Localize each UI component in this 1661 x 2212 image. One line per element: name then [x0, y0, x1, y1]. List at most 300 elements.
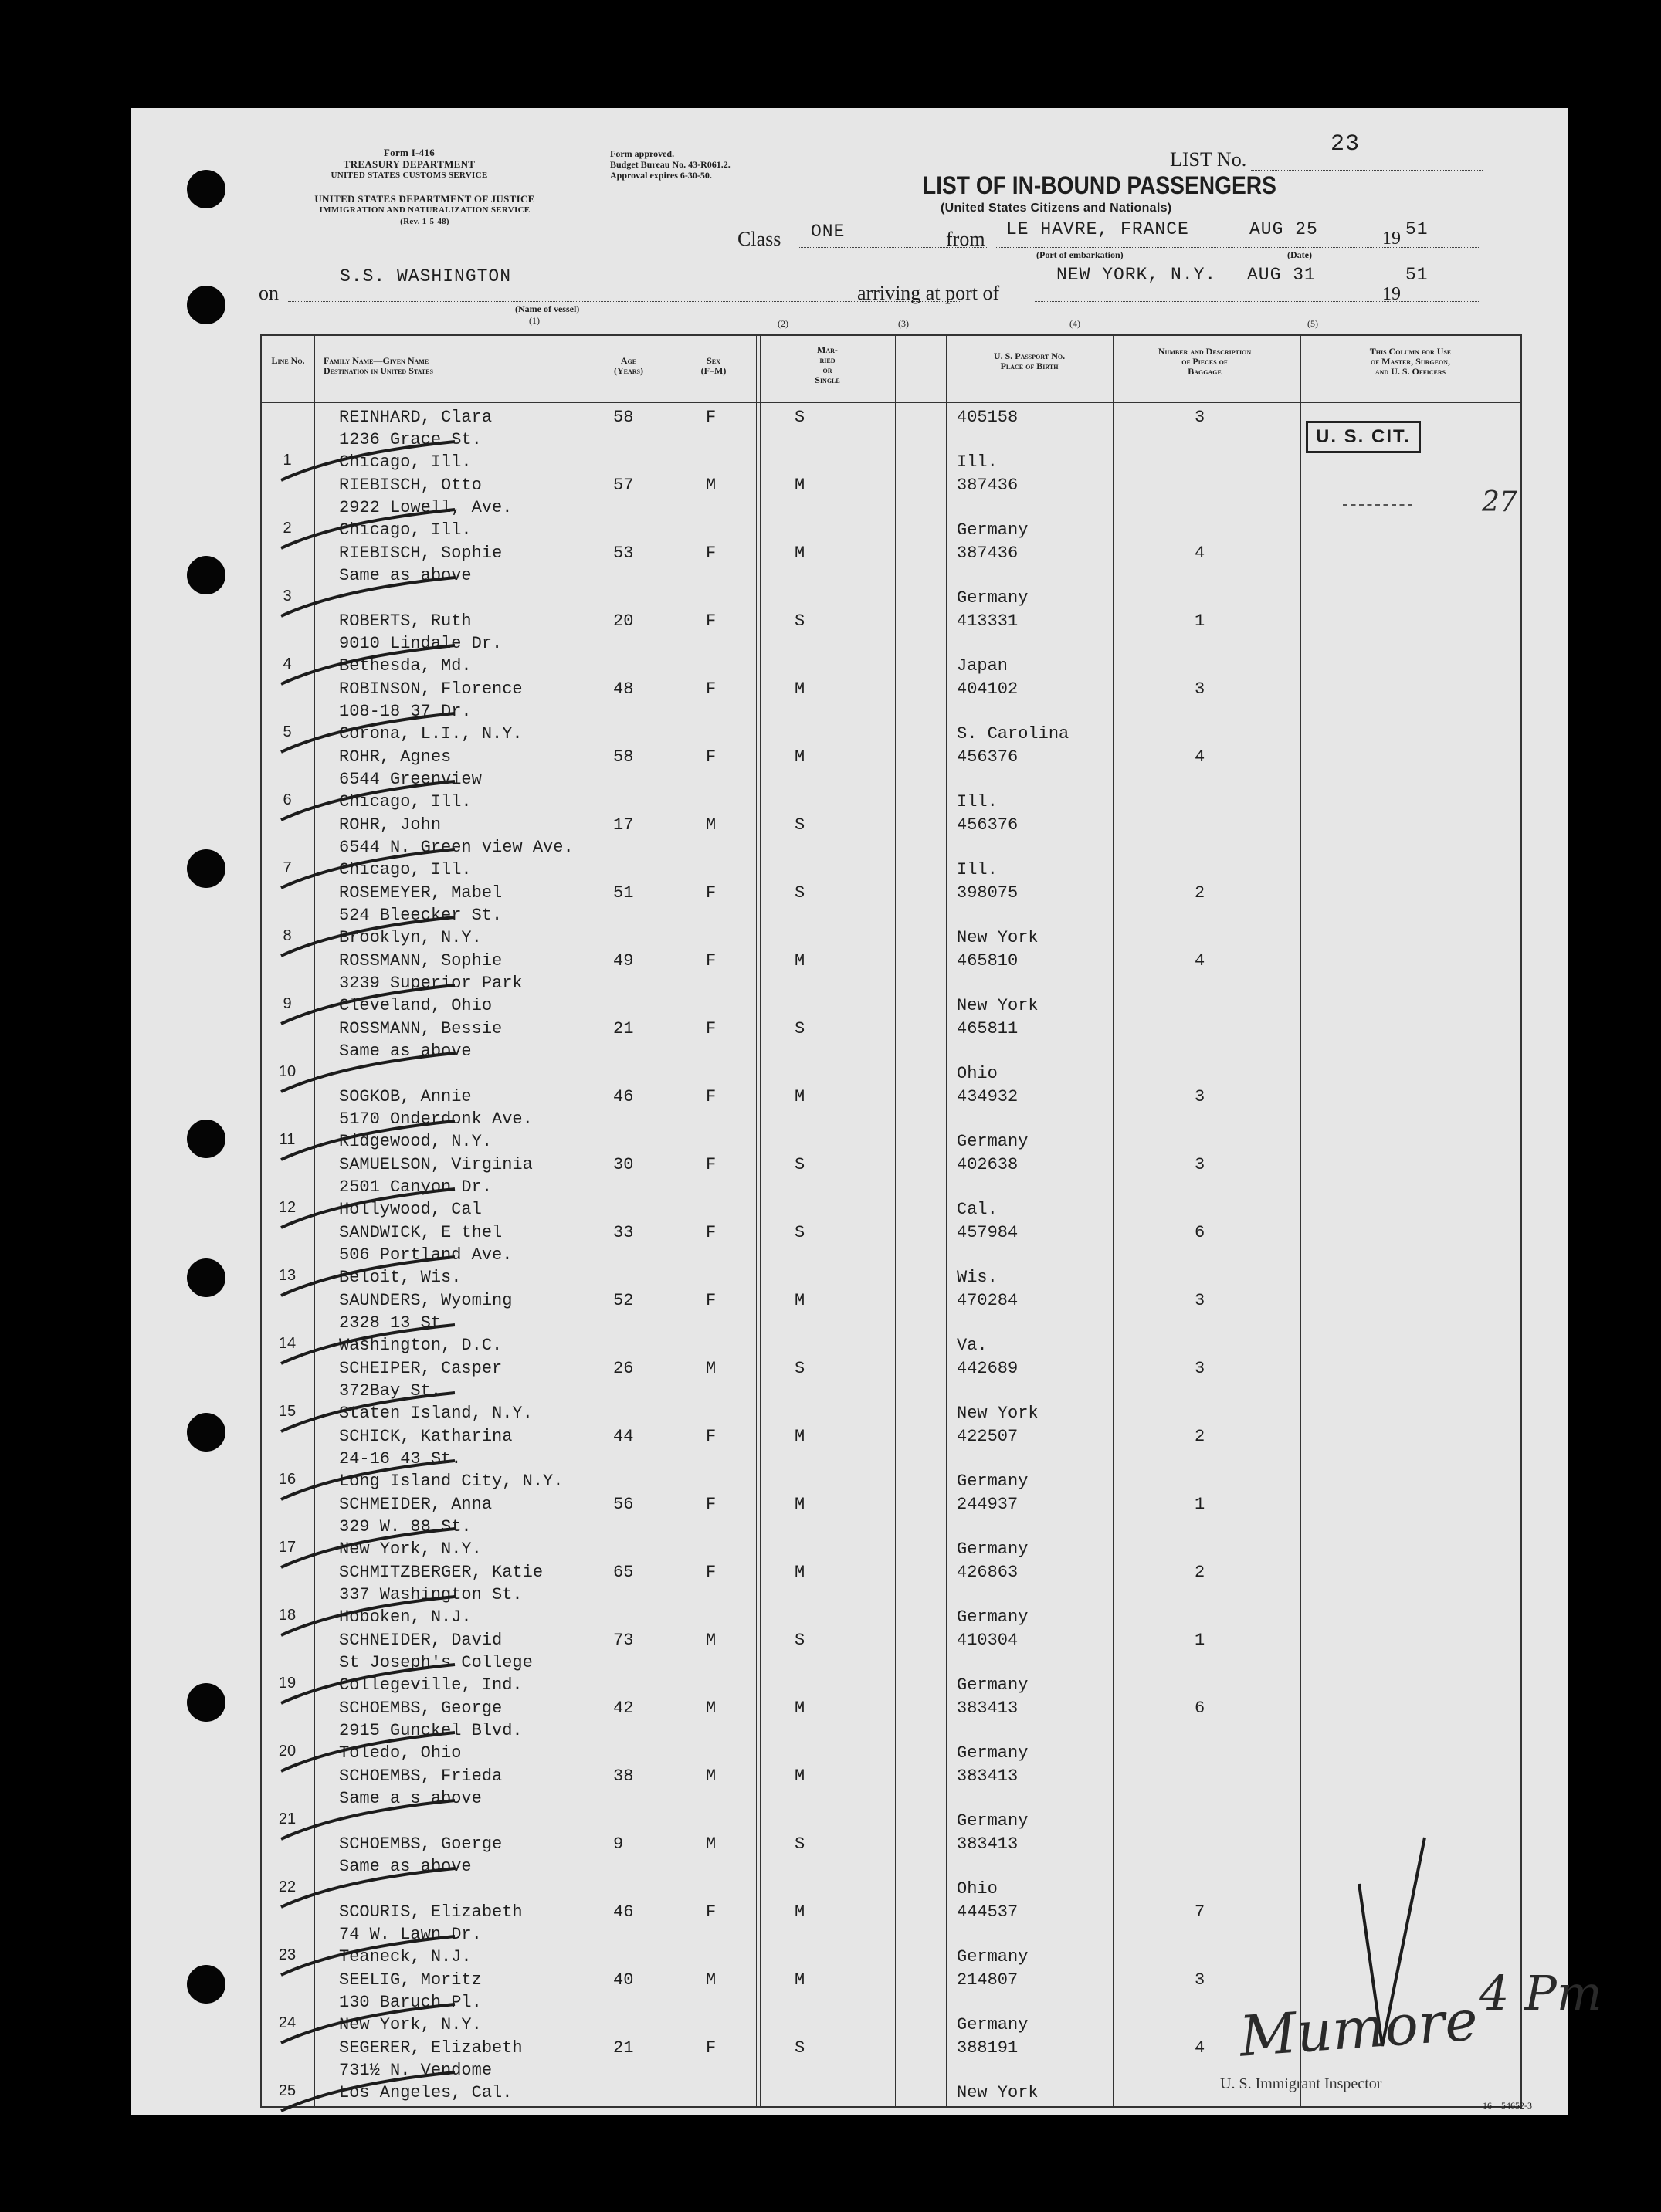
passenger-address-2: Long Island City, N.Y.	[339, 1472, 564, 1491]
passenger-birthplace: Germany	[957, 520, 1029, 540]
passenger-baggage: 2	[1195, 883, 1205, 903]
passenger-marital-status: M	[795, 1699, 805, 1718]
passenger-address-2: Bethesda, Md.	[339, 656, 472, 676]
passenger-baggage: 3	[1195, 1291, 1205, 1310]
passenger-birthplace: New York	[957, 2083, 1039, 2102]
table-row	[262, 611, 1520, 679]
passenger-address-1: Same a s above	[339, 1789, 482, 1808]
passenger-address-2: New York, N.Y.	[339, 1540, 482, 1559]
passenger-name: SCOURIS, Elizabeth	[339, 1902, 523, 1922]
justice-block	[255, 193, 595, 228]
passenger-address-1: 337 Washington St.	[339, 1585, 523, 1604]
passenger-address-2: Cleveland, Ohio	[339, 996, 493, 1015]
passenger-birthplace: Wis.	[957, 1268, 998, 1287]
passenger-name: RIEBISCH, Otto	[339, 476, 482, 495]
passenger-passport: 398075	[957, 883, 1019, 903]
arriving-label: arriving at port of	[857, 282, 1000, 304]
passenger-age: 21	[613, 1019, 634, 1038]
passenger-passport: 465810	[957, 951, 1019, 971]
passenger-age: 52	[613, 1291, 634, 1310]
immigration-service: IMMIGRATION AND NATURALIZATION SERVICE	[319, 205, 531, 215]
passenger-age: 53	[613, 544, 634, 563]
passenger-baggage: 7	[1195, 1902, 1205, 1922]
manifest-page	[131, 108, 1602, 2115]
list-no-line	[1251, 158, 1483, 171]
line-number: 24	[278, 2014, 297, 2031]
passenger-age: 44	[613, 1427, 634, 1446]
passenger-marital-status: S	[795, 1631, 805, 1650]
signature-time: 4 Pm	[1479, 1965, 1602, 2021]
passenger-marital-status: M	[795, 1291, 805, 1310]
passenger-address-1: 2915 Gunckel Blvd.	[339, 1721, 523, 1740]
justice-dept: UNITED STATES DEPARTMENT OF JUSTICE	[314, 193, 535, 205]
passenger-passport: 457984	[957, 1223, 1019, 1242]
passenger-age: 38	[613, 1767, 634, 1786]
passenger-marital-status: M	[795, 1495, 805, 1514]
passenger-baggage: 2	[1195, 1563, 1205, 1582]
passenger-address-1: 372Bay St.	[339, 1381, 442, 1401]
passenger-address-1: Same as above	[339, 1857, 472, 1876]
passenger-baggage: 3	[1195, 679, 1205, 699]
list-no-label: LIST No.	[1170, 148, 1247, 171]
passenger-age: 56	[613, 1495, 634, 1514]
page-subtitle: (United States Citizens and Nationals)	[941, 202, 1172, 215]
passenger-birthplace: Germany	[957, 2015, 1029, 2034]
table-row	[262, 747, 1520, 815]
passenger-address-2: Washington, D.C.	[339, 1336, 503, 1355]
passenger-address-1: 2501 Canyon Dr.	[339, 1177, 493, 1197]
passenger-address-2: Hoboken, N.J.	[339, 1607, 472, 1627]
line-number: 18	[278, 1607, 297, 1624]
line-number: 3	[283, 588, 292, 605]
agency-block	[286, 147, 533, 181]
class-value: ONE	[811, 222, 846, 242]
year-1: 51	[1405, 219, 1429, 239]
passenger-age: 51	[613, 883, 634, 903]
passenger-passport: 387436	[957, 544, 1019, 563]
table-row	[262, 1358, 1520, 1426]
passenger-passport: 244937	[957, 1495, 1019, 1514]
punch-hole	[187, 1683, 225, 1722]
date-caption: (Date)	[1287, 249, 1312, 260]
passenger-address-2: Chicago, Ill.	[339, 520, 472, 540]
passenger-address-2: Beloit, Wis.	[339, 1268, 462, 1287]
form-number: Form I-416	[383, 147, 436, 158]
line-number: 14	[278, 1335, 297, 1352]
passenger-age: 40	[613, 1970, 634, 1990]
passenger-sex: F	[706, 1087, 717, 1106]
passenger-name: SCHNEIDER, David	[339, 1631, 503, 1650]
line-number: 6	[283, 791, 292, 808]
header-rule	[262, 402, 1520, 403]
passenger-marital-status: M	[795, 1970, 805, 1990]
passenger-birthplace: Germany	[957, 1947, 1029, 1966]
customs-service: UNITED STATES CUSTOMS SERVICE	[331, 171, 488, 180]
punch-hole	[187, 556, 225, 594]
passenger-passport: 405158	[957, 408, 1019, 427]
passenger-age: 20	[613, 611, 634, 631]
punch-hole	[187, 1965, 225, 2004]
footer-code: 16—54652-3	[1483, 2100, 1532, 2111]
passenger-passport: 426863	[957, 1563, 1019, 1582]
punch-hole	[187, 849, 225, 888]
vessel-caption: (Name of vessel)	[515, 303, 580, 314]
passenger-address-1: 524 Bleecker St.	[339, 906, 503, 925]
passenger-marital-status: S	[795, 1019, 805, 1038]
line-number: 21	[278, 1811, 297, 1828]
line-number: 15	[278, 1403, 297, 1420]
passenger-marital-status: M	[795, 1902, 805, 1922]
col2-caption: (2)	[778, 318, 788, 329]
passenger-address-2: Teaneck, N.J.	[339, 1947, 472, 1966]
passenger-name: SCHMEIDER, Anna	[339, 1495, 493, 1514]
passenger-address-2: Toledo, Ohio	[339, 1743, 462, 1763]
passenger-birthplace: Germany	[957, 1472, 1029, 1491]
passenger-marital-status: M	[795, 1087, 805, 1106]
passenger-address-2: Hollywood, Cal	[339, 1200, 482, 1219]
passenger-passport: 470284	[957, 1291, 1019, 1310]
header-name: Family Name—Given Name Destination in United States	[324, 355, 433, 376]
passenger-marital-status: M	[795, 679, 805, 699]
passenger-passport: 444537	[957, 1902, 1019, 1922]
passenger-marital-status: S	[795, 408, 805, 427]
passenger-passport: 387436	[957, 476, 1019, 495]
passenger-age: 48	[613, 679, 634, 699]
table-row	[262, 1494, 1520, 1562]
passenger-address-1: 9010 Lindale Dr.	[339, 634, 503, 653]
passenger-name: SCHOEMBS, George	[339, 1699, 503, 1718]
passenger-address-2: Collegeville, Ind.	[339, 1675, 523, 1695]
passenger-marital-status: S	[795, 1359, 805, 1378]
passenger-baggage: 3	[1195, 1155, 1205, 1174]
table-row	[262, 1222, 1520, 1290]
margin-note: 27	[1482, 486, 1517, 518]
table-row	[262, 1426, 1520, 1494]
passenger-address-1: 2328 13 St.	[339, 1313, 452, 1333]
table-row	[262, 1154, 1520, 1222]
year-prefix-2: 19	[1382, 284, 1401, 304]
passenger-name: SAMUELSON, Virginia	[339, 1155, 533, 1174]
passenger-address-2: Brooklyn, N.Y.	[339, 928, 482, 947]
line-number: 11	[279, 1131, 296, 1148]
citizen-stamp: U. S. CIT.	[1306, 421, 1421, 453]
passenger-name: SEGERER, Elizabeth	[339, 2038, 523, 2058]
on-label: on	[259, 282, 279, 304]
passenger-address-2: Los Angeles, Cal.	[339, 2083, 513, 2102]
col3-caption: (3)	[898, 318, 909, 329]
passenger-marital-status: S	[795, 1155, 805, 1174]
passenger-birthplace: New York	[957, 996, 1039, 1015]
passenger-passport: 388191	[957, 2038, 1019, 2058]
passenger-passport: 422507	[957, 1427, 1019, 1446]
table-row	[262, 475, 1520, 543]
passenger-birthplace: Germany	[957, 588, 1029, 608]
passenger-address-1: 74 W. Lawn Dr.	[339, 1925, 482, 1944]
passenger-sex: F	[706, 747, 717, 767]
passenger-birthplace: New York	[957, 1404, 1039, 1423]
passenger-birthplace: Germany	[957, 1132, 1029, 1151]
passenger-address-1: 108-18 37 Dr.	[339, 702, 472, 721]
passenger-passport: 442689	[957, 1359, 1019, 1378]
approval-block	[610, 148, 731, 181]
passenger-passport: 456376	[957, 815, 1019, 835]
passenger-address-2: Staten Island, N.Y.	[339, 1404, 533, 1423]
passenger-birthplace: Germany	[957, 1811, 1029, 1831]
passenger-address-1: 506 Portland Ave.	[339, 1245, 513, 1265]
passenger-name: SCHMITZBERGER, Katie	[339, 1563, 544, 1582]
table-row	[262, 679, 1520, 747]
passenger-birthplace: Va.	[957, 1336, 988, 1355]
passenger-address-1: 329 W. 88 St.	[339, 1517, 472, 1536]
punch-hole	[187, 286, 225, 324]
passenger-passport: 404102	[957, 679, 1019, 699]
passenger-marital-status: M	[795, 1427, 805, 1446]
passenger-marital-status: S	[795, 611, 805, 631]
table-row	[262, 1086, 1520, 1154]
year-prefix-1: 19	[1382, 229, 1401, 249]
passenger-name: ROHR, John	[339, 815, 442, 835]
table-row	[262, 1630, 1520, 1698]
passenger-sex: F	[706, 1902, 717, 1922]
passenger-sex: F	[706, 1223, 717, 1242]
passenger-birthplace: Cal.	[957, 1200, 998, 1219]
passenger-address-1: Same as above	[339, 1042, 472, 1061]
passenger-name: ROSSMANN, Sophie	[339, 951, 503, 971]
passenger-address-1: 3239 Superior Park	[339, 974, 523, 993]
passenger-baggage: 4	[1195, 2038, 1205, 2058]
passenger-marital-status: S	[795, 815, 805, 835]
passenger-address-1: 6544 N. Green view Ave.	[339, 838, 574, 857]
passenger-sex: M	[706, 815, 717, 835]
passenger-sex: F	[706, 611, 717, 631]
passenger-passport: 383413	[957, 1699, 1019, 1718]
passenger-name: ROSEMEYER, Mabel	[339, 883, 503, 903]
line-number: 9	[283, 995, 292, 1012]
passenger-age: 46	[613, 1902, 634, 1922]
passenger-age: 17	[613, 815, 634, 835]
passenger-marital-status: M	[795, 476, 805, 495]
port-embark-caption: (Port of embarkation)	[1036, 249, 1124, 260]
passenger-baggage: 1	[1195, 611, 1205, 631]
passenger-birthplace: Ill.	[957, 792, 998, 811]
col5-caption: (5)	[1307, 318, 1318, 329]
passenger-marital-status: S	[795, 2038, 805, 2058]
passenger-sex: F	[706, 951, 717, 971]
passenger-birthplace: Ohio	[957, 1064, 998, 1083]
passenger-address-1: 1236 Grace St.	[339, 430, 482, 449]
punch-hole	[187, 1258, 225, 1297]
passenger-baggage: 3	[1195, 408, 1205, 427]
arrival-port: NEW YORK, N.Y.	[1056, 265, 1217, 285]
passenger-birthplace: Germany	[957, 1540, 1029, 1559]
passenger-sex: F	[706, 679, 717, 699]
passenger-baggage: 4	[1195, 951, 1205, 971]
passenger-baggage: 3	[1195, 1970, 1205, 1990]
header-married: Mar- ried or Single	[815, 344, 840, 385]
pen-stroke	[277, 2068, 463, 2115]
passenger-sex: F	[706, 2038, 717, 2058]
line-number: 16	[278, 1471, 297, 1488]
passenger-address-1: 5170 Onderdonk Ave.	[339, 1109, 533, 1129]
arrival-line	[1035, 301, 1479, 302]
table-row	[262, 1290, 1520, 1358]
col1-caption: (1)	[529, 315, 540, 326]
passenger-baggage: 6	[1195, 1223, 1205, 1242]
passenger-age: 30	[613, 1155, 634, 1174]
revision: (Rev. 1-5-48)	[400, 217, 449, 226]
passenger-address-1: 24-16 43 St.	[339, 1449, 462, 1468]
passenger-sex: F	[706, 544, 717, 563]
passenger-birthplace: Japan	[957, 656, 1008, 676]
passenger-birthplace: Ill.	[957, 452, 998, 472]
page-title: LIST OF IN-BOUND PASSENGERS	[923, 171, 1276, 199]
table-row	[262, 882, 1520, 950]
passenger-passport: 465811	[957, 1019, 1019, 1038]
passenger-baggage: 1	[1195, 1495, 1205, 1514]
passenger-name: SANDWICK, E thel	[339, 1223, 503, 1242]
passenger-sex: M	[706, 1631, 717, 1650]
passenger-sex: F	[706, 1563, 717, 1582]
vessel-name: S.S. WASHINGTON	[340, 266, 512, 286]
line-number: 8	[283, 927, 292, 944]
passenger-address-2: Corona, L.I., N.Y.	[339, 724, 523, 744]
passenger-passport: 383413	[957, 1834, 1019, 1854]
passenger-age: 26	[613, 1359, 634, 1378]
header-passport: U. S. Passport No. Place of Birth	[993, 351, 1066, 371]
passenger-name: SCHEIPER, Casper	[339, 1359, 503, 1378]
punch-hole	[187, 1120, 225, 1158]
passenger-passport: 402638	[957, 1155, 1019, 1174]
passenger-age: 42	[613, 1699, 634, 1718]
passenger-address-1: 130 Baruch Pl.	[339, 1993, 482, 2012]
treasury-dept: TREASURY DEPARTMENT	[343, 158, 476, 170]
passenger-sex: F	[706, 1155, 717, 1174]
passenger-marital-status: S	[795, 1223, 805, 1242]
header-line-no: Line No.	[271, 355, 305, 366]
passenger-age: 33	[613, 1223, 634, 1242]
punch-hole	[187, 1413, 225, 1452]
passenger-address-2: Ridgewood, N.Y.	[339, 1132, 493, 1151]
passenger-birthplace: Germany	[957, 1743, 1029, 1763]
arrival-date: AUG 31	[1247, 265, 1316, 285]
passenger-name: SOGKOB, Annie	[339, 1087, 472, 1106]
passenger-birthplace: Ill.	[957, 860, 998, 879]
passenger-name: ROSSMANN, Bessie	[339, 1019, 503, 1038]
passenger-baggage: 3	[1195, 1087, 1205, 1106]
passenger-address-1: 6544 Greenview	[339, 770, 482, 789]
header-sex: Sex (F–M)	[700, 355, 727, 376]
line-number: 1	[283, 452, 292, 469]
passenger-address-1: 731½ N. Vendome	[339, 2061, 493, 2080]
form-approved: Form approved.	[610, 148, 675, 159]
line-number: 10	[278, 1063, 297, 1080]
passenger-address-2: New York, N.Y.	[339, 2015, 482, 2034]
class-label: Class	[737, 228, 781, 250]
passenger-name: ROHR, Agnes	[339, 747, 452, 767]
from-date: AUG 25	[1249, 219, 1318, 239]
punch-hole	[187, 170, 225, 208]
line-number: 12	[278, 1199, 297, 1216]
passenger-name: SCHICK, Katharina	[339, 1427, 513, 1446]
passenger-name: SCHOEMBS, Goerge	[339, 1834, 503, 1854]
passenger-birthplace: Germany	[957, 1675, 1029, 1695]
passenger-name: RIEBISCH, Sophie	[339, 544, 503, 563]
approval-expires: Approval expires 6-30-50.	[610, 170, 712, 181]
passenger-sex: F	[706, 1495, 717, 1514]
table-row	[262, 815, 1520, 882]
line-number: 7	[283, 859, 292, 876]
year-2: 51	[1405, 265, 1429, 285]
passenger-passport: 214807	[957, 1970, 1019, 1990]
passenger-age: 49	[613, 951, 634, 971]
passenger-address-1: 2922 Lowell, Ave.	[339, 498, 513, 517]
passenger-marital-status: M	[795, 1767, 805, 1786]
line-number: 4	[283, 655, 292, 672]
passenger-passport: 434932	[957, 1087, 1019, 1106]
passenger-name: ROBERTS, Ruth	[339, 611, 472, 631]
table-row	[262, 1018, 1520, 1086]
passenger-marital-status: S	[795, 883, 805, 903]
table-row	[262, 950, 1520, 1018]
line-number: 25	[278, 2082, 297, 2099]
passenger-passport: 413331	[957, 611, 1019, 631]
margin-dash	[1343, 504, 1412, 506]
from-label: from	[946, 228, 985, 250]
table-row	[262, 1562, 1520, 1630]
passenger-baggage: 4	[1195, 544, 1205, 563]
passenger-birthplace: New York	[957, 928, 1039, 947]
passenger-birthplace: S. Carolina	[957, 724, 1069, 744]
passenger-marital-status: M	[795, 1563, 805, 1582]
passenger-marital-status: M	[795, 951, 805, 971]
passenger-passport: 456376	[957, 747, 1019, 767]
inspector-signature: Mumore	[1237, 1987, 1480, 2069]
passenger-age: 73	[613, 1631, 634, 1650]
header-age: Age (Years)	[614, 355, 643, 376]
line-number: 13	[278, 1267, 297, 1284]
line-number: 20	[278, 1743, 297, 1760]
header-officers: This Column for Use of Master, Surgeon, and U. S. Officers	[1369, 346, 1452, 377]
header-baggage: Number and Description of Pieces of Baggage	[1158, 346, 1252, 377]
passenger-age: 65	[613, 1563, 634, 1582]
passenger-baggage: 6	[1195, 1699, 1205, 1718]
passenger-sex: M	[706, 1699, 717, 1718]
passenger-age: 21	[613, 2038, 634, 2058]
line-number: 19	[278, 1675, 297, 1692]
passenger-address-2: Chicago, Ill.	[339, 860, 472, 879]
passenger-address-1: St Joseph's College	[339, 1653, 533, 1672]
passenger-sex: F	[706, 1019, 717, 1038]
passenger-address-2: Chicago, Ill.	[339, 792, 472, 811]
passenger-sex: F	[706, 408, 717, 427]
passenger-baggage: 1	[1195, 1631, 1205, 1650]
passenger-address-2: Chicago, Ill.	[339, 452, 472, 472]
passenger-age: 46	[613, 1087, 634, 1106]
passenger-sex: F	[706, 1427, 717, 1446]
from-port: LE HAVRE, FRANCE	[1006, 219, 1189, 239]
passenger-address-1: Same as above	[339, 566, 472, 585]
table-row	[262, 543, 1520, 611]
line-number: 17	[278, 1539, 297, 1556]
passenger-birthplace: Ohio	[957, 1879, 998, 1899]
passenger-sex: F	[706, 883, 717, 903]
col4-caption: (4)	[1069, 318, 1080, 329]
line-number: 22	[278, 1878, 297, 1895]
passenger-sex: M	[706, 1970, 717, 1990]
passenger-sex: M	[706, 476, 717, 495]
passenger-name: REINHARD, Clara	[339, 408, 493, 427]
passenger-baggage: 3	[1195, 1359, 1205, 1378]
